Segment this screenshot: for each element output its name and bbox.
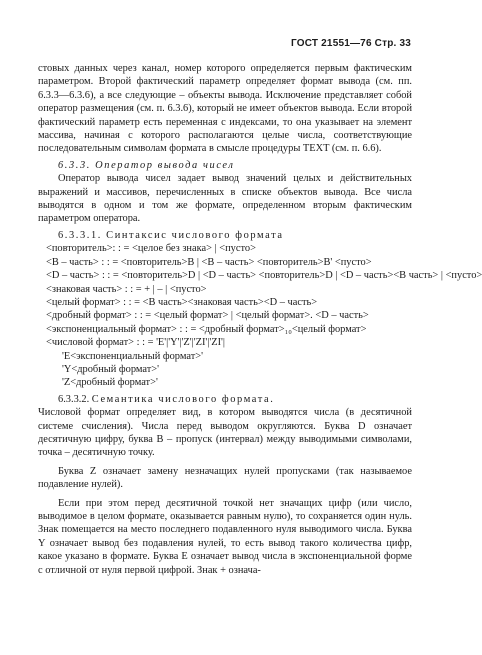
section-title: Семантика числового формата. — [91, 393, 275, 405]
syntax-block — [38, 242, 482, 389]
paragraph-format-semantics: Числовой формат определяет вид, в котором выводятся числа (в десятичной системе счисления). Числа перед выводом округляются. Буква D означает десятичную цифру, буква B – пропуск (интервал) между выводимыми символами, точка – десятичную точку. — [38, 407, 412, 459]
syntax-line: <целый формат> : : = <B часть><знаковая часть><D – часть> — [46, 296, 318, 308]
syntax-line: <B – часть> : : = <повторитель>B | <B – часть> <повторитель>B' <пусто> — [46, 256, 372, 268]
running-header: ГОСТ 21551—76 Стр. 33 — [291, 38, 411, 49]
syntax-line: 'Y<дробный формат>' — [62, 363, 159, 375]
syntax-line: 'Z<дробный формат>' — [62, 377, 158, 389]
section-heading-6-3-3-2 — [38, 393, 412, 406]
syntax-line: <D – часть> : : = <повторитель>D | <D – часть> <повторитель>D | <D – часть><B часть> | <пусто> — [46, 270, 482, 282]
page-body — [38, 62, 482, 577]
syntax-line: <числовой формат> : : = 'E'|'Y'|'Z'|'ZI'|'ZI'| — [46, 337, 225, 349]
section-title: 6.3.3.1. Синтаксис числового формата — [58, 229, 284, 241]
section-heading-6-3-3-1 — [38, 229, 412, 242]
syntax-line: <дробный формат> : : = <целый формат> | <целый формат>. <D – часть> — [46, 310, 369, 322]
section-number: 6.3.3.2. — [58, 393, 90, 405]
syntax-line: <повторитель>: : = <целое без знака> | <пусто> — [46, 243, 256, 255]
syntax-line: <экспоненциальный формат> : : = <дробный формат>₁₀<целый формат> — [46, 323, 367, 335]
section-title: 6.3.3. Оператор вывода чисел — [58, 159, 235, 171]
section-heading-6-3-3 — [38, 159, 412, 172]
syntax-line: <знаковая часть> : : = + | – | <пусто> — [46, 283, 207, 295]
paragraph-letter-z: Буква Z означает замену незначащих нулей пропусками (так называемое подавление нулей). — [38, 465, 412, 491]
paragraph-continuation: стовых данных через канал, номер которого определяется первым фактическим параметром. Второй фактический параметр определяет формат вывода (см. пп. 6.3.3—6.3.6), а все следующие – объекты вывода. Исключение представляет собой оператор размещения (см. п. 6.3.6), который не имеет объектов вывода. Если второй фактический параметр есть переменная с индексами, то она указывает на элемент массива, начиная с которого располагаются целые числа, соответствующие последовательным символам формата в смысле процедуры TEXT (см. п. 6.6). — [38, 63, 412, 155]
syntax-line: 'E<экспоненциальный формат>' — [62, 350, 203, 362]
paragraph-zero-suppression: Если при этом перед десятичной точкой нет значащих цифр (или число, выводимое в целом формате, оказывается равным нулю), то сохраняется один нуль. Знак помещается на место последнего подавленного нуля выводимого числа. Буква Y означает вывод без подавления нулей, то есть вывод такого количества цифр, какое указано в формате. Буква E означает вывод числа в экспоненциальной форме с отличной от нуля первой цифрой. Знак + означа- — [38, 497, 412, 576]
paragraph-number-output: Оператор вывода чисел задает вывод значений целых и действительных выражений и массивов, перечисленных в списке объектов вывода. Все числа выводятся в одном и том же формате, определенном вторым фактическим параметром оператора. — [38, 173, 412, 225]
